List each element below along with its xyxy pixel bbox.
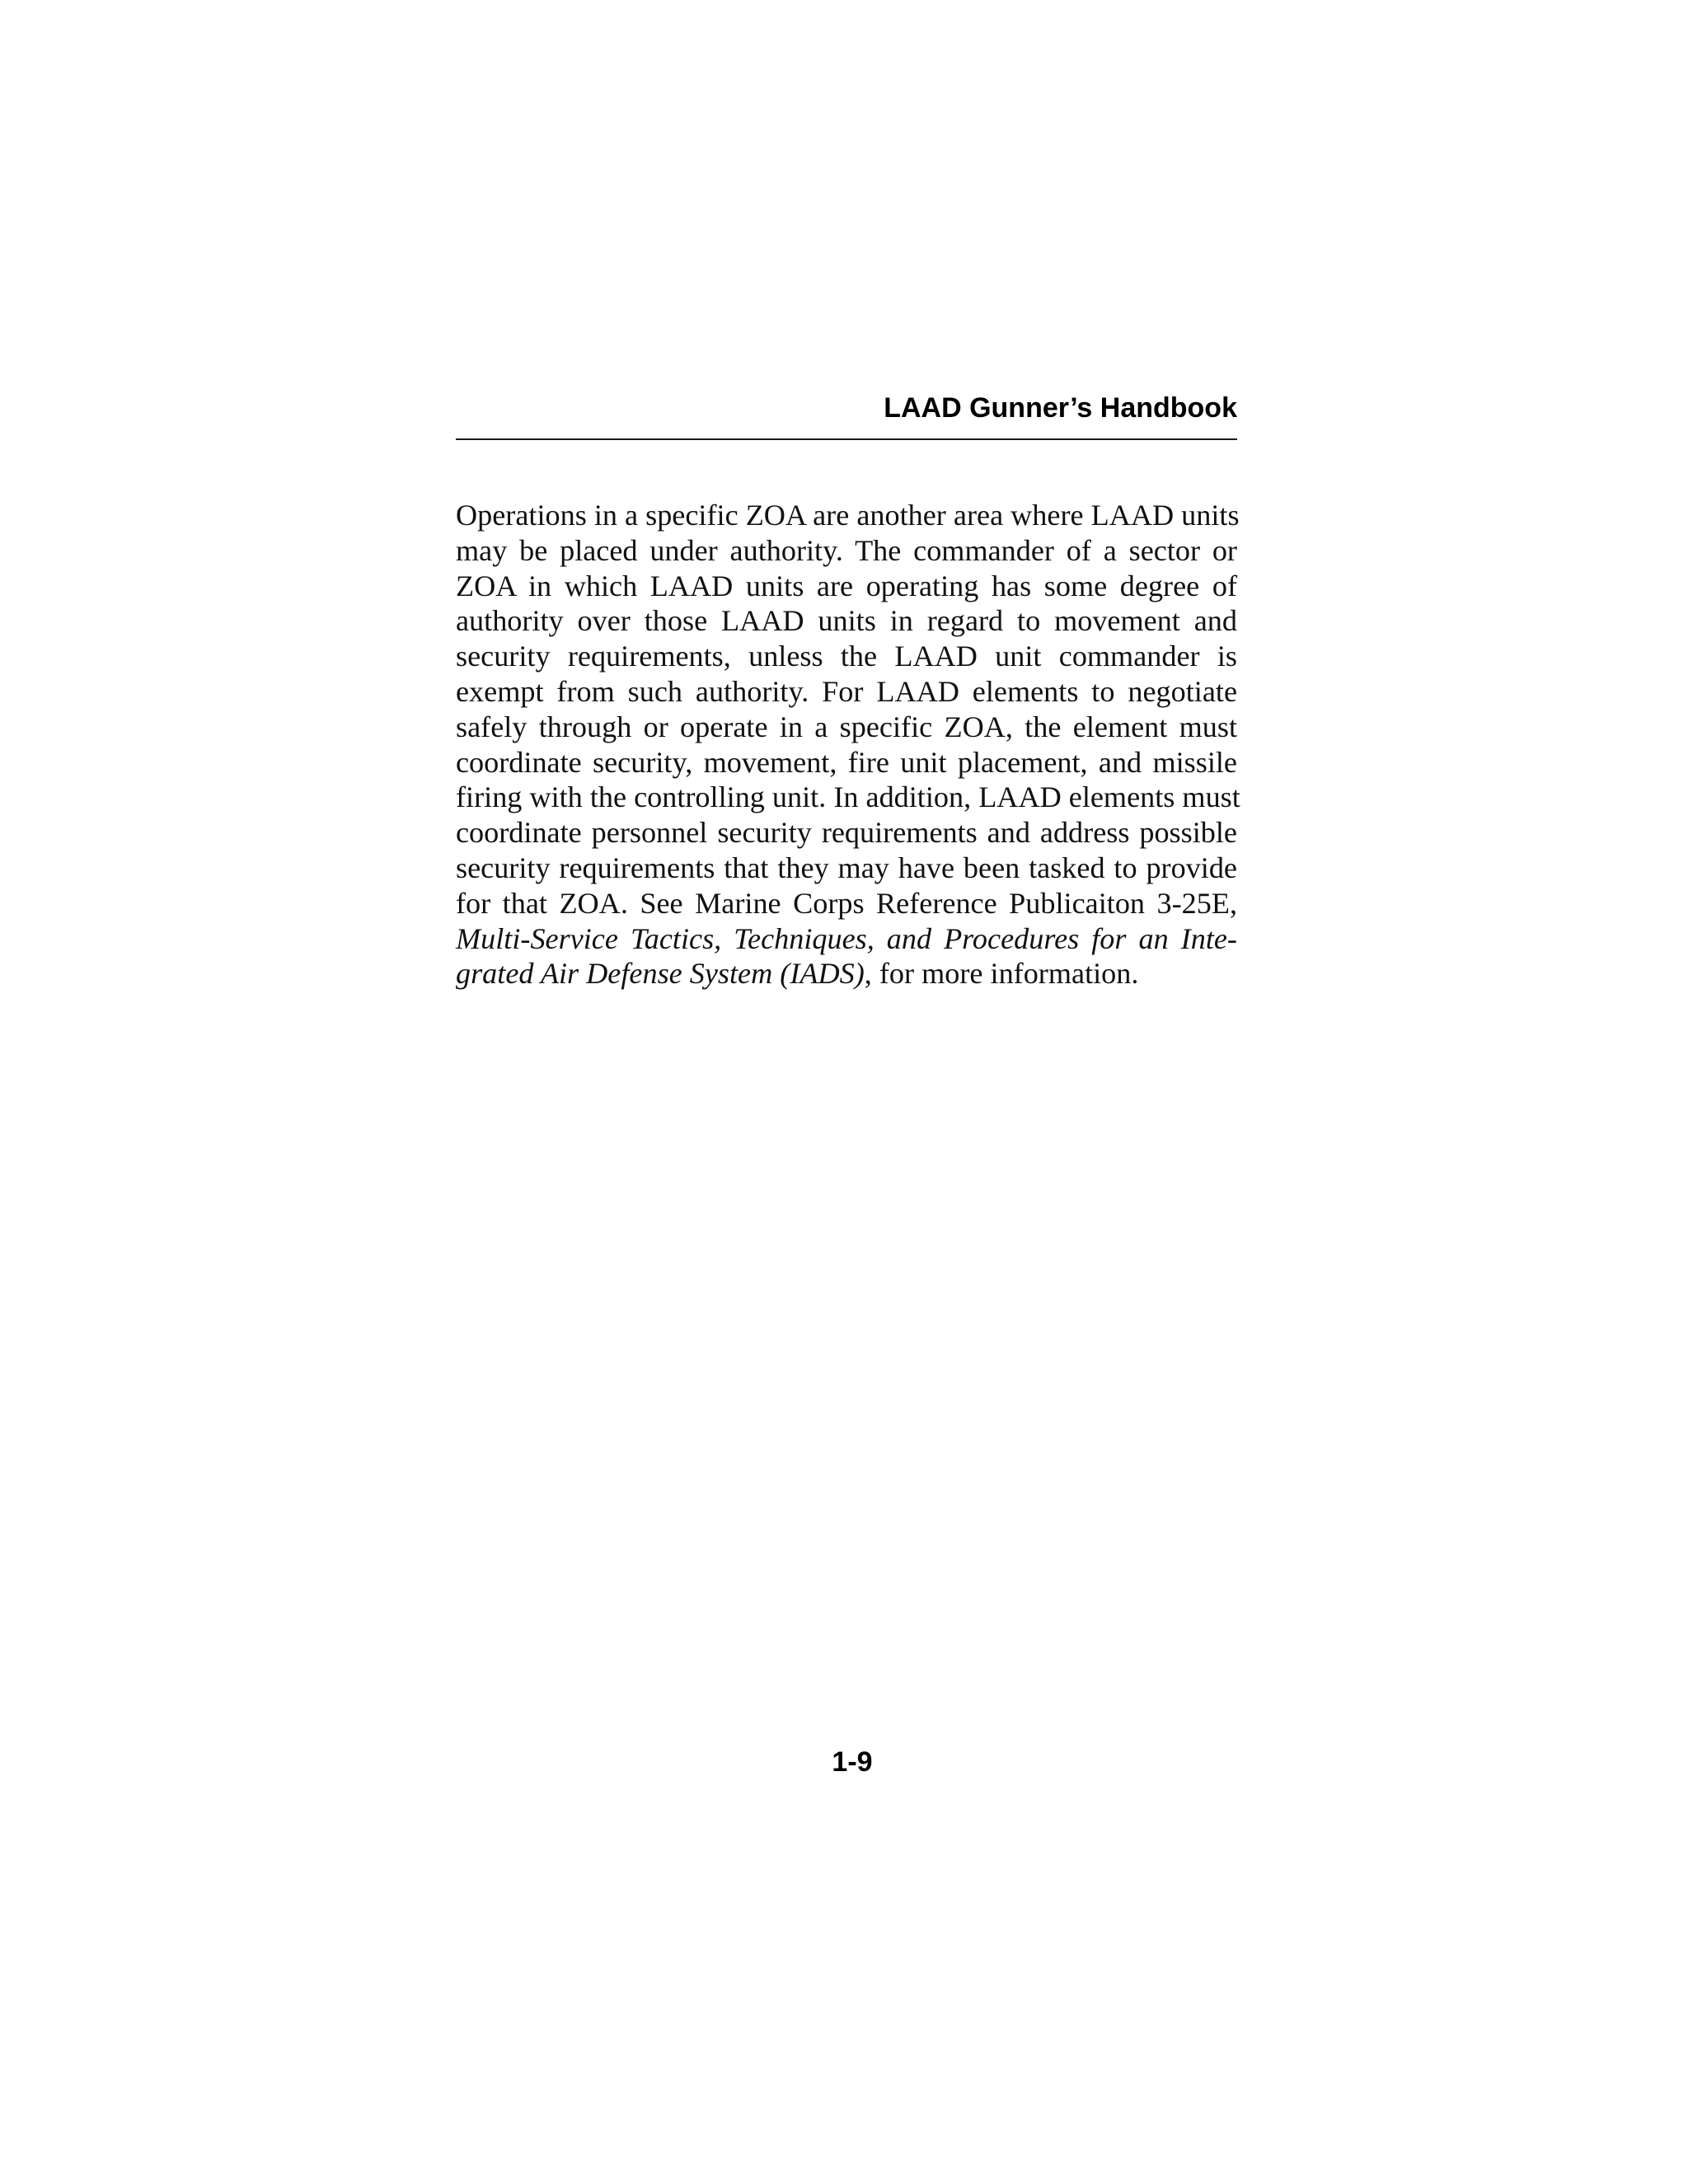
paragraph-line: may be placed under authority. The commander of a sector or: [456, 533, 1237, 567]
paragraph-closing-text: , for more information.: [864, 957, 1139, 991]
paragraph-line: coordinate security, movement, fire unit placement, and missile: [456, 745, 1237, 779]
paragraph-line: firing with the controlling unit. In addition, LAAD elements must: [456, 780, 1240, 814]
paragraph-final-line: [456, 956, 1237, 991]
paragraph-line: authority over those LAAD units in regard to movement and: [456, 604, 1237, 638]
paragraph-line: security requirements, unless the LAAD unit commander is: [456, 640, 1237, 673]
handbook-title: LAAD Gunner’s Handbook: [884, 392, 1237, 424]
body-paragraph: [456, 498, 1240, 991]
running-header: [456, 389, 1237, 440]
paragraph-line: exempt from such authority. For LAAD elements to negotiate: [456, 674, 1237, 708]
publication-title-line: Multi-Service Tactics, Techniques, and Procedures for an Inte-: [456, 921, 1237, 955]
paragraph-line: for that ZOA. See Marine Corps Reference Publicaiton 3-25E,: [456, 886, 1237, 920]
paragraph-line: Operations in a specific ZOA are another area where LAAD units: [456, 499, 1240, 532]
paragraph-line: ZOA in which LAAD units are operating has some degree of: [456, 569, 1237, 602]
paragraph-line: security requirements that they may have been tasked to provide: [456, 851, 1237, 884]
page-number: 1-9: [832, 1746, 873, 1778]
paragraph-line: safely through or operate in a specific ZOA, the element must: [456, 710, 1237, 743]
publication-title-end: grated Air Defense System (IADS): [456, 957, 865, 991]
paragraph-line: coordinate personnel security requirements and address possible: [456, 816, 1237, 850]
